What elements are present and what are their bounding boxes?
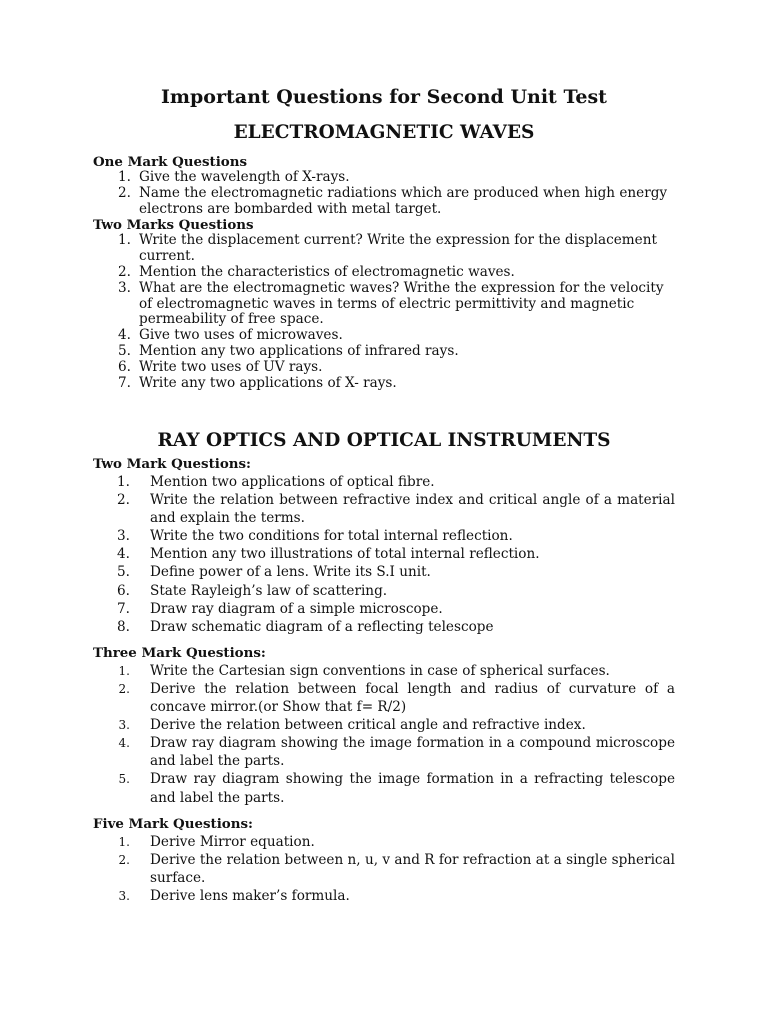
question-number: 1. — [118, 663, 130, 678]
question-text: Derive the relation between n, u, v and R for refraction at a single spherical surface. — [150, 851, 675, 886]
question-number: 5. — [118, 342, 131, 359]
question-item — [93, 376, 675, 392]
question-item — [93, 328, 675, 344]
question-item — [93, 680, 675, 716]
question-item — [93, 582, 675, 600]
section-title-ray-optics: RAY OPTICS AND OPTICAL INSTRUMENTS — [157, 430, 611, 451]
question-item — [93, 265, 675, 281]
three-mark-question-list — [93, 662, 675, 807]
question-number: 3. — [118, 888, 130, 903]
question-item — [93, 344, 675, 360]
question-number: 1. — [118, 232, 131, 249]
question-number: 4. — [118, 736, 130, 751]
two-mark-question-list — [93, 473, 675, 636]
question-text: Give the wavelength of X-rays. — [139, 169, 350, 185]
question-number: 3. — [117, 528, 130, 545]
question-number: 2. — [118, 681, 130, 696]
one-mark-heading: One Mark Questions — [93, 154, 248, 170]
question-item — [93, 716, 675, 734]
question-item — [93, 170, 675, 186]
question-number: 5. — [117, 564, 130, 581]
question-number: 1. — [118, 169, 131, 185]
question-item — [93, 851, 675, 887]
question-text: Derive the relation between focal length and radius of curvature of a concave mirror.(or Show that f= R/2) — [150, 680, 675, 716]
question-item — [93, 833, 675, 851]
question-number: 7. — [118, 374, 131, 391]
question-text: Write the Cartesian sign conventions in case of spherical surfaces. — [150, 662, 610, 679]
question-item — [93, 600, 675, 618]
question-item — [93, 545, 675, 563]
question-number: 5. — [118, 772, 130, 787]
question-number: 4. — [118, 327, 131, 344]
three-mark-heading: Three Mark Questions: — [93, 644, 266, 661]
question-number: 2. — [118, 263, 131, 280]
question-text: Write two uses of UV rays. — [139, 358, 323, 375]
question-item — [93, 887, 675, 905]
question-text: Mention any two illustrations of total internal reflection. — [150, 546, 540, 563]
question-text: Write the displacement current? Write the expression for the displacement current. — [139, 232, 657, 265]
question-item — [93, 473, 675, 491]
question-text: Draw ray diagram of a simple microscope. — [150, 600, 443, 617]
five-mark-heading: Five Mark Questions: — [93, 815, 253, 832]
question-number: 7. — [117, 600, 130, 617]
question-item — [93, 618, 675, 636]
question-item — [93, 360, 675, 376]
question-number: 2. — [118, 184, 131, 201]
question-text: Derive lens maker’s formula. — [150, 887, 350, 904]
question-number: 8. — [117, 618, 130, 635]
question-number: 1. — [118, 834, 130, 849]
question-number: 2. — [118, 852, 130, 867]
question-item — [93, 563, 675, 581]
two-mark-heading: Two Mark Questions: — [93, 456, 251, 472]
question-number: 1. — [117, 474, 130, 490]
question-number: 2. — [117, 492, 130, 509]
one-mark-question-list — [93, 170, 675, 217]
question-item — [93, 662, 675, 680]
question-text: Write the two conditions for total internal reflection. — [150, 528, 513, 545]
question-text: Mention two applications of optical fibre. — [150, 474, 435, 490]
two-marks-heading: Two Marks Questions — [93, 217, 254, 234]
two-marks-question-list — [93, 233, 675, 391]
question-number: 3. — [118, 279, 131, 296]
question-text: Draw ray diagram showing the image formation in a compound microscope and label the parts. — [150, 735, 675, 770]
question-text: Derive Mirror equation. — [150, 833, 315, 850]
question-text: Name the electromagnetic radiations which are produced when high energy electrons are bombarded with metal target. — [139, 184, 668, 217]
question-number: 3. — [118, 718, 130, 733]
question-text: Draw ray diagram showing the image formation in a refracting telescope and label the parts. — [150, 771, 675, 806]
question-item — [93, 281, 675, 328]
question-item — [93, 527, 675, 545]
five-mark-question-list — [93, 833, 675, 905]
question-text: Write any two applications of X- rays. — [139, 374, 397, 391]
question-item — [93, 233, 675, 265]
question-item — [93, 734, 675, 770]
question-item — [93, 770, 675, 806]
question-text: Draw schematic diagram of a reflecting telescope — [150, 618, 494, 635]
spacer — [93, 807, 675, 816]
question-text: Write the relation between refractive index and critical angle of a material and explain the terms. — [150, 492, 675, 527]
document-title: Important Questions for Second Unit Test — [161, 86, 607, 108]
question-number: 4. — [117, 546, 130, 563]
question-number: 6. — [117, 582, 130, 599]
section-title-electromagnetic-waves: ELECTROMAGNETIC WAVES — [233, 122, 535, 143]
question-text: What are the electromagnetic waves? Writhe the expression for the velocity of electromagnetic waves in terms of electric permittivity and magnetic permeability of free space. — [139, 279, 664, 328]
spacer — [93, 636, 675, 645]
ray-optics-section — [93, 456, 675, 905]
question-text: Derive the relation between critical angle and refractive index. — [150, 717, 586, 734]
question-text: State Rayleigh’s law of scattering. — [150, 582, 388, 599]
question-item — [93, 491, 675, 527]
question-text: Mention any two applications of infrared rays. — [139, 342, 459, 359]
question-number: 6. — [118, 358, 131, 375]
question-text: Define power of a lens. Write its S.I unit. — [150, 564, 431, 581]
question-item — [93, 186, 675, 218]
electromagnetic-waves-section — [93, 154, 675, 391]
question-text: Mention the characteristics of electromagnetic waves. — [139, 263, 515, 280]
question-text: Give two uses of microwaves. — [139, 327, 343, 344]
